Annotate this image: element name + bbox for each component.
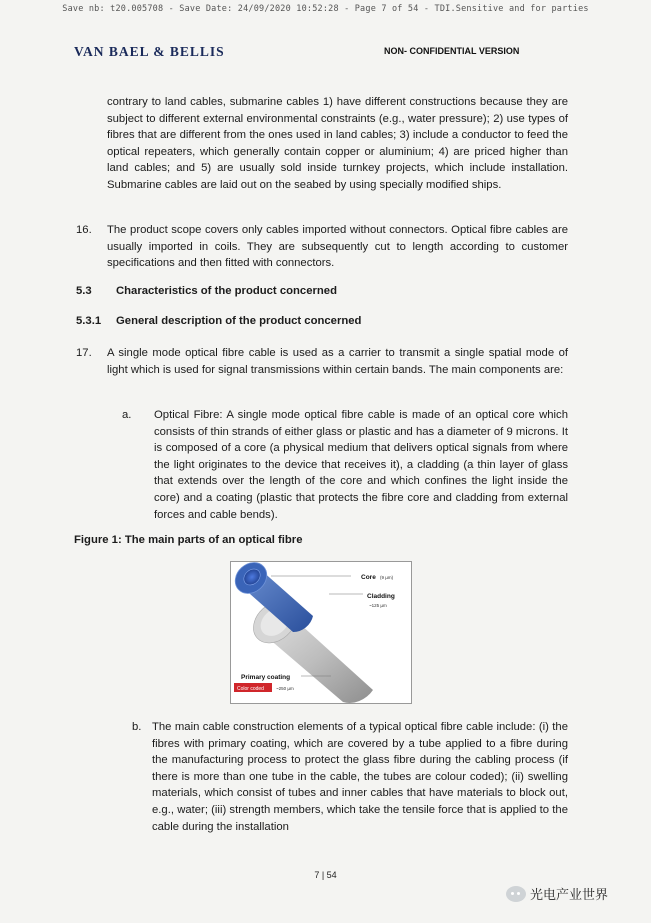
- save-stamp: Save nb: t20.005708 - Save Date: 24/09/2020 10:52:28 - Page 7 of 54 - TDI.Sensitive and for parties: [62, 4, 589, 14]
- item-b-label: b.: [132, 721, 142, 733]
- watermark-text: 光电产业世界: [530, 887, 609, 902]
- core-label: Core: [361, 574, 376, 581]
- paragraph-16: The product scope covers only cables imported without connectors. Optical fibre cables are usually imported in coils. They are subsequently cut to length according to customer specifications and then fitted with connectors.: [107, 224, 568, 270]
- optical-fibre-figure: [230, 561, 412, 704]
- optical-fibre-illustration: [231, 562, 411, 703]
- paragraph-16-number: 16.: [76, 224, 92, 236]
- section-5-3-title: Characteristics of the product concerned: [116, 285, 337, 297]
- paragraph-continued: contrary to land cables, submarine cables 1) have different constructions because they are subject to different external environmental constraints (e.g., water pressure); 2) use types of fibres that are different from the ones used in land cables; 3) include a conductor to feed the optical repeaters, which generally contain copper or aluminium; 4) are priced higher than land cables; and 5) are usually sold inside turnkey projects, which include installation. Submarine cables are laid out on the seabed by using specially modified ships.: [107, 96, 568, 191]
- cladding-label: Cladding: [367, 593, 395, 600]
- section-5-3-number: 5.3: [76, 285, 92, 297]
- page-number: 7 | 54: [314, 870, 337, 880]
- coating-size: ~250 µm: [276, 686, 294, 691]
- color-coded-label: Color coded: [237, 686, 264, 692]
- wechat-icon: [506, 886, 526, 902]
- cladding-size: ~125 µm: [369, 603, 387, 608]
- section-5-3-1-number: 5.3.1: [76, 315, 102, 327]
- section-5-3-1-title: General description of the product concerned: [116, 315, 362, 327]
- core-size: (9 µm): [380, 575, 394, 580]
- item-a-text: Optical Fibre: A single mode optical fibre cable is made of an optical core which consists of thin strands of either glass or plastic and has a diameter of 9 microns. It is composed of a core (a physical medium that delivers optical signals from where the light originates to the device that receives it), a cladding (a thin layer of glass that extends over the length of the core and which confines the light inside the core) and a coating (plastic that protects the fibre core and cladding from external forces and cable bends).: [154, 409, 568, 521]
- confidentiality-label: NON- CONFIDENTIAL VERSION: [384, 46, 520, 56]
- coating-label: Primary coating: [241, 674, 291, 681]
- figure-caption: Figure 1: The main parts of an optical fibre: [74, 534, 303, 546]
- paragraph-17-number: 17.: [76, 347, 92, 359]
- wechat-watermark: [506, 884, 608, 903]
- paragraph-17: A single mode optical fibre cable is used as a carrier to transmit a single spatial mode of light which is used for signal transmissions within certain bands. The main components are:: [107, 347, 568, 376]
- item-a-label: a.: [122, 409, 132, 421]
- firm-name: VAN BAEL & BELLIS: [74, 44, 225, 59]
- item-b-text: The main cable construction elements of a typical optical fibre cable include: (i) the fibres with primary coating, which are covered by a tube applied to a fibre during the manufacturing process to protect the glass fibre during the cabling process (if there is more than one tube in the cable, the tubes are colour coded); (ii) swelling materials, which consist of tubes and inner cables that have materials to block out, e.g., water; (iii) strength members, which take the tensile force that is applied to the cable during the installation: [152, 721, 568, 833]
